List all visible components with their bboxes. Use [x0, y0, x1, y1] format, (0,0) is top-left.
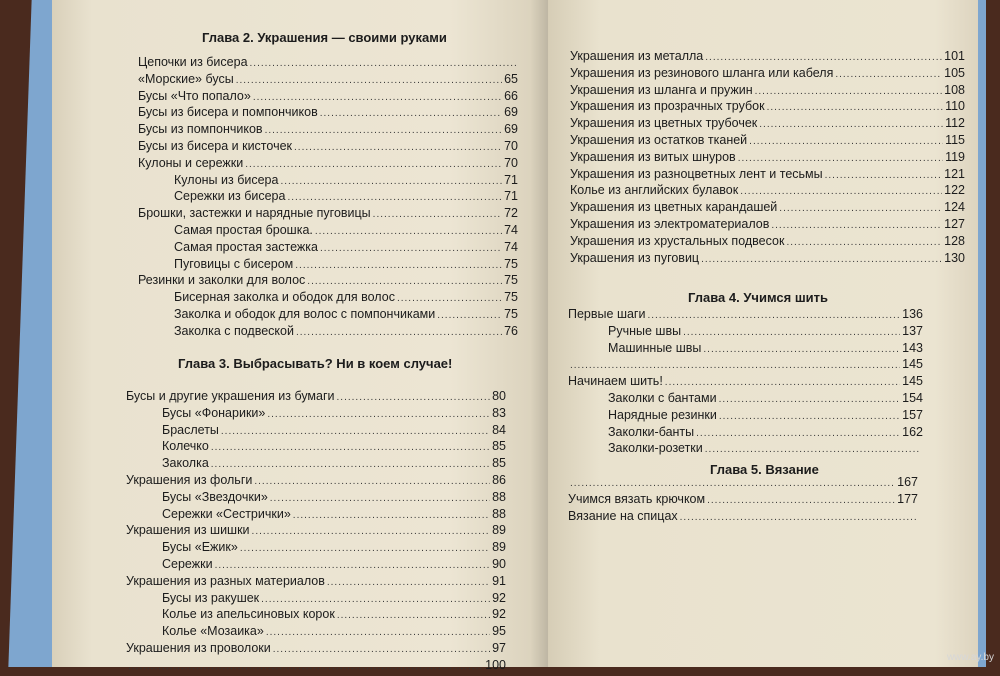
toc-page-number: 66 [504, 88, 518, 103]
toc-page-number: 119 [945, 149, 965, 164]
chapter2-toc [138, 54, 518, 340]
toc-entry [568, 474, 918, 491]
toc-page-number: 110 [945, 99, 965, 114]
toc-page-number: 74 [504, 239, 518, 254]
toc-entry-title: Бусы из бисера и кисточек [138, 138, 293, 153]
toc-entry [138, 323, 518, 340]
toc-entry-title: Сережки [162, 556, 213, 571]
toc-entry-title: Бусы из ракушек [162, 590, 260, 605]
toc-entry [568, 306, 923, 323]
toc-entry-title: Ручные швы [608, 323, 682, 338]
toc-page-number: 136 [902, 307, 923, 321]
toc-entry [568, 373, 923, 390]
toc-entry [568, 508, 918, 525]
toc-page-number: 75 [504, 306, 518, 321]
toc-entry-title: Украшения из фольги [126, 472, 253, 487]
toc-page-number: 91 [492, 573, 506, 588]
toc-entry [568, 407, 923, 424]
toc-entry-title: Заколки-розетки [608, 441, 703, 456]
toc-entry [126, 388, 506, 405]
toc-entry [570, 132, 965, 149]
toc-entry [126, 522, 506, 539]
toc-entry-title: Бусы «Что попало» [138, 88, 251, 103]
toc-page-number: 89 [492, 540, 506, 555]
toc-entry [570, 250, 965, 267]
toc-page-number: 92 [492, 590, 506, 605]
toc-page-number: 74 [504, 222, 518, 237]
toc-entry-title: Самая простая застежка [174, 239, 318, 254]
right-page [548, 0, 978, 667]
toc-entry [570, 48, 965, 65]
toc-page-number: 177 [897, 491, 918, 506]
toc-page-number: 122 [944, 183, 965, 198]
toc-page-number: 100 [485, 657, 506, 672]
toc-entry-title: Украшения из цветных карандашей [570, 200, 778, 215]
toc-page-number: 127 [944, 216, 965, 231]
toc-entry-title: Бусы и другие украшения из бумаги [126, 389, 335, 403]
toc-page-number: 71 [504, 189, 518, 204]
toc-entry [138, 306, 518, 323]
toc-entry [126, 405, 506, 422]
toc-page-number: 157 [902, 407, 923, 422]
toc-entry-title: Украшения из резинового шланга или кабеля [570, 65, 834, 80]
toc-page-number: 130 [944, 250, 965, 265]
toc-page-number: 92 [492, 607, 506, 622]
toc-entry-title: Заколка с подвеской [174, 323, 294, 338]
toc-entry-title: Украшения из пуговиц [570, 250, 700, 265]
chapter5-title: Глава 5. Вязание [710, 462, 819, 477]
toc-page-number: 115 [945, 132, 965, 147]
toc-entry [570, 182, 965, 199]
toc-leader-dots [296, 325, 502, 342]
toc-page-number: 69 [504, 122, 518, 137]
toc-entry [138, 71, 518, 88]
toc-entry-title: Заколка и ободок для волос с помпончиками [174, 306, 436, 321]
toc-page-number: 70 [504, 138, 518, 153]
toc-entry [570, 82, 965, 99]
toc-entry-title: Украшения из шишки [126, 523, 250, 538]
toc-entry [570, 149, 965, 166]
toc-page-number: 86 [492, 472, 506, 487]
toc-entry-title: Кулоны из бисера [174, 172, 279, 187]
toc-entry [126, 438, 506, 455]
toc-entry [570, 166, 965, 183]
toc-entry-title: Браслеты [162, 422, 219, 437]
toc-entry [568, 440, 923, 457]
toc-page-number: 90 [492, 556, 506, 571]
toc-entry [126, 455, 506, 472]
toc-entry-title: Украшения из цветных трубочек [570, 116, 758, 131]
toc-entry [138, 88, 518, 105]
toc-leader-dots [705, 442, 921, 459]
toc-page-number: 80 [492, 389, 506, 403]
toc-entry-title: Бисерная заколка и ободок для волос [174, 290, 395, 305]
toc-entry-title: Заколка [162, 456, 209, 471]
toc-page-number: 88 [492, 489, 506, 504]
toc-entry-title: Бусы из помпончиков [138, 122, 263, 137]
toc-entry [138, 289, 518, 306]
toc-entry [138, 155, 518, 172]
toc-page-number: 108 [944, 82, 965, 97]
toc-entry [138, 239, 518, 256]
toc-page-number: 154 [902, 390, 923, 405]
toc-page-number: 162 [902, 424, 923, 439]
toc-entry [126, 640, 506, 657]
toc-entry-title: Украшения из остатков тканей [570, 132, 748, 147]
left-page [52, 0, 550, 672]
toc-entry-title: Вязание на спицах [568, 508, 678, 523]
toc-entry [126, 657, 506, 674]
toc-entry [138, 188, 518, 205]
chapter3-toc [126, 388, 506, 674]
toc-entry-title: Украшения из проволоки [126, 640, 271, 655]
toc-leader-dots [128, 659, 483, 676]
toc-entry [126, 472, 506, 489]
toc-page-number: 85 [492, 439, 506, 454]
toc-page-number: 65 [504, 71, 518, 86]
toc-entry-title: Кулоны и сережки [138, 155, 244, 170]
toc-entry [568, 390, 923, 407]
toc-entry [138, 54, 518, 71]
toc-page-number: 75 [504, 273, 518, 288]
toc-entry [138, 222, 518, 239]
toc-entry-title: Украшения из электроматериалов [570, 216, 770, 231]
chapter4-toc [568, 306, 923, 457]
toc-entry-title: Учимся вязать крючком [568, 491, 706, 506]
watermark: www.ay.by [946, 652, 994, 663]
toc-entry-title: Украшения из прозрачных трубок [570, 99, 765, 114]
toc-page-number: 101 [944, 49, 965, 63]
toc-entry-title: Цепочки из бисера [138, 55, 248, 69]
toc-entry-title: Заколки-банты [608, 424, 695, 439]
toc-page-number: 83 [492, 405, 506, 420]
toc-page-number: 70 [504, 155, 518, 170]
toc-page-number: 124 [944, 200, 965, 215]
toc-entry [570, 216, 965, 233]
toc-leader-dots [680, 510, 916, 527]
toc-entry-title: Колье «Мозаика» [162, 624, 264, 639]
toc-leader-dots [701, 252, 942, 269]
chapter5-toc [568, 474, 918, 524]
toc-entry-title: Машинные швы [608, 340, 702, 355]
toc-entry [138, 138, 518, 155]
toc-entry [138, 104, 518, 121]
toc-entry [126, 590, 506, 607]
toc-page-number: 143 [902, 340, 923, 355]
toc-page-number: 167 [897, 475, 918, 489]
toc-entry [126, 539, 506, 556]
toc-entry-title: Пуговицы с бисером [174, 256, 294, 271]
chapter2-title: Глава 2. Украшения — своими руками [202, 30, 447, 45]
toc-entry [138, 272, 518, 289]
toc-entry-title: Украшения из шланга и пружин [570, 82, 753, 97]
toc-entry-title: Первые шаги [568, 307, 646, 321]
toc-entry-title: Начинаем шить! [568, 374, 663, 389]
toc-page-number: 121 [944, 166, 965, 181]
toc-entry [126, 506, 506, 523]
toc-page-number: 97 [492, 640, 506, 655]
toc-entry [126, 573, 506, 590]
toc-page-number: 76 [504, 323, 518, 338]
toc-entry-title: Самая простая брошка. [174, 222, 313, 237]
toc-entry [138, 172, 518, 189]
toc-entry [568, 340, 923, 357]
toc-page-number: 145 [902, 374, 923, 389]
toc-entry-title: Сережки «Сестрички» [162, 506, 291, 521]
toc-page-number: 105 [944, 65, 965, 80]
toc-entry [570, 65, 965, 82]
toc-entry-title: Украшения из металла [570, 49, 704, 63]
toc-entry-title: Украшения из разноцветных лент и тесьмы [570, 166, 823, 181]
toc-entry [126, 422, 506, 439]
toc-page-number: 128 [944, 233, 965, 248]
toc-page-number: 137 [902, 323, 923, 338]
toc-entry-title: Украшения из хрустальных подвесок [570, 233, 785, 248]
toc-page-number: 88 [492, 506, 506, 521]
toc-entry [570, 115, 965, 132]
toc-entry [570, 233, 965, 250]
toc-entry-title: Брошки, застежки и нарядные пуговицы [138, 206, 371, 221]
toc-entry-title: Украшения из разных материалов [126, 573, 325, 588]
toc-page-number: 89 [492, 523, 506, 538]
chapter3-title: Глава 3. Выбрасывать? Ни в коем случае! [178, 356, 453, 371]
chapter4-title: Глава 4. Учимся шить [688, 290, 829, 305]
toc-entry-title: Бусы «Ежик» [162, 540, 238, 555]
toc-entry-title: Бусы из бисера и помпончиков [138, 105, 318, 120]
toc-page-number: 75 [504, 290, 518, 305]
toc-page-number: 84 [492, 422, 506, 437]
toc-entry-title: Резинки и заколки для волос [138, 273, 306, 288]
toc-page-number: 145 [902, 357, 923, 372]
toc-entry [126, 489, 506, 506]
toc-page-number: 85 [492, 456, 506, 471]
toc-page-number: 71 [504, 172, 518, 187]
toc-entry [138, 256, 518, 273]
toc-entry [568, 323, 923, 340]
toc-entry [126, 606, 506, 623]
toc-entry-title: Заколки с бантами [608, 390, 717, 405]
toc-entry [568, 424, 923, 441]
toc-entry [138, 205, 518, 222]
toc-page-number: 72 [504, 206, 518, 221]
toc-entry-title: Колье из английских булавок [570, 183, 739, 198]
toc-entry-title: Колье из апельсиновых корок [162, 607, 335, 622]
toc-page-number: 95 [492, 624, 506, 639]
toc-entry-title: Нарядные резинки [608, 407, 717, 422]
toc-page-number: 69 [504, 105, 518, 120]
toc-entry [568, 491, 918, 508]
toc-entry [570, 98, 965, 115]
toc-entry [138, 121, 518, 138]
toc-entry-title: Колечко [162, 439, 209, 454]
toc-page-number: 112 [945, 116, 965, 131]
toc-entry-title: Бусы «Звездочки» [162, 489, 268, 504]
toc-entry [126, 623, 506, 640]
toc-entry [568, 356, 923, 373]
toc-entry [126, 556, 506, 573]
toc-entry-title: Украшения из витых шнуров [570, 149, 736, 164]
toc-entry-title: Сережки из бисера [174, 189, 286, 204]
chapter3-continued-toc [570, 48, 965, 266]
toc-page-number: 75 [504, 256, 518, 271]
toc-entry-title: Бусы «Фонарики» [162, 405, 266, 420]
toc-entry [570, 199, 965, 216]
toc-entry-title: «Морские» бусы [138, 71, 234, 86]
